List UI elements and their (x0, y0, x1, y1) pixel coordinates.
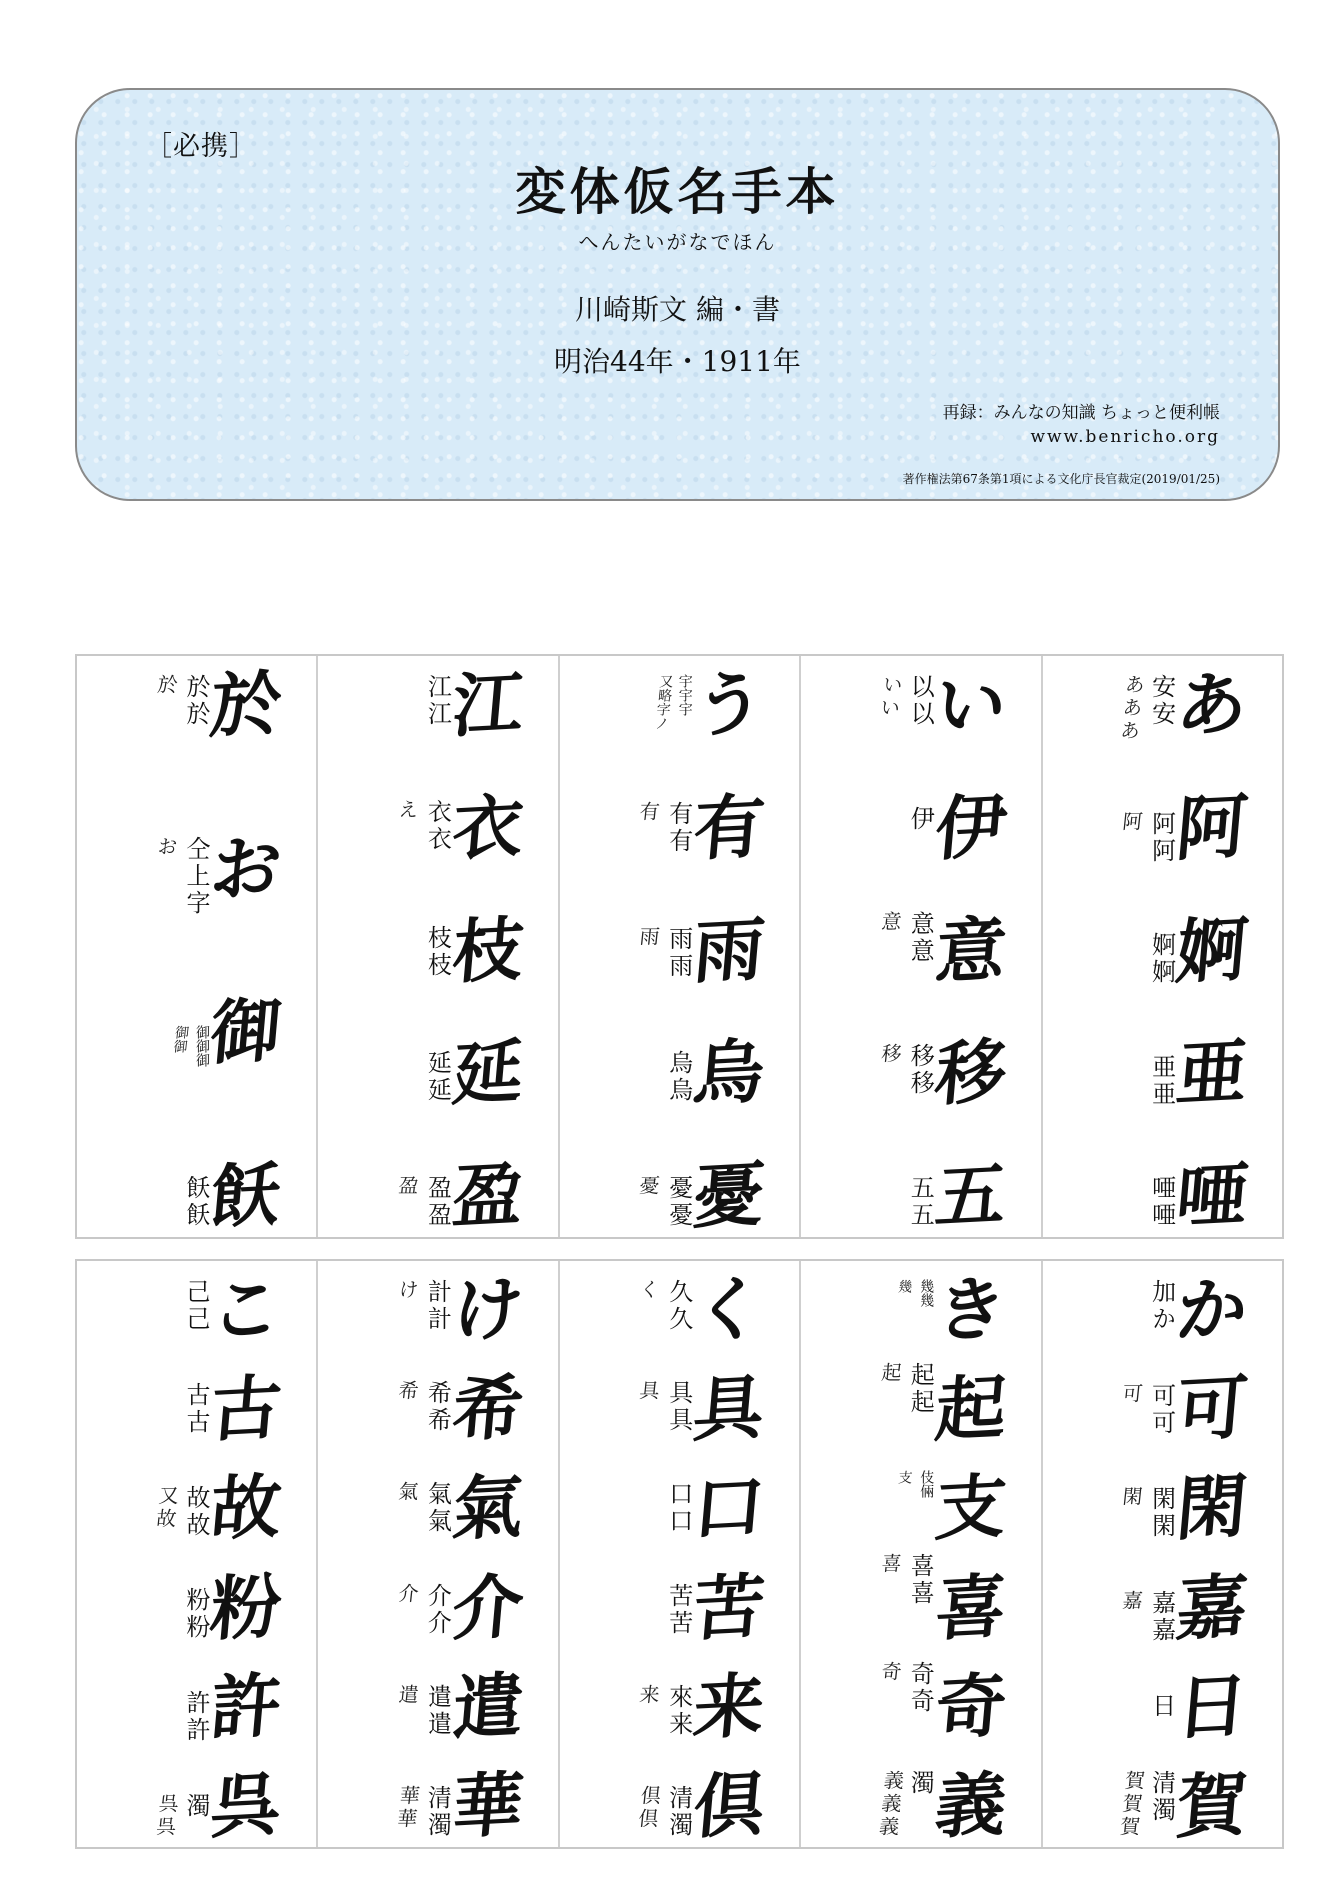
cursive-variant: 又略字ノ (652, 674, 675, 730)
cursive-variant: 嘉 (1117, 1589, 1145, 1613)
large-script-glyph: く (690, 1266, 769, 1353)
source-character-column (1065, 674, 1175, 1229)
cursive-variant: 義義義 (874, 1769, 906, 1839)
large-script-glyph: 呉 (207, 1762, 286, 1849)
title-reading: へんたいがなでほん (578, 230, 777, 254)
source-group (875, 674, 935, 728)
site-url: www.benricho.org (1030, 427, 1220, 447)
cursive-variant: 憂 (635, 1175, 662, 1198)
source-kanji: 口口 (664, 1481, 693, 1536)
source-kanji: 喜喜 (906, 1552, 935, 1607)
date-line: 明治44年・1911年 (554, 345, 801, 378)
source-group (393, 1582, 452, 1637)
source-kanji: 清濁 (423, 1784, 452, 1839)
cursive-variant: 華華 (392, 1784, 422, 1831)
source-group (637, 1175, 691, 1229)
source-kanji: 以以 (906, 674, 935, 728)
source-group (183, 1175, 209, 1229)
source-kanji: 氣氣 (423, 1481, 452, 1536)
source-kanji: 久久 (664, 1279, 693, 1333)
source-kanji: 苦苦 (664, 1582, 693, 1637)
large-script-glyph: 古 (207, 1365, 286, 1452)
source-character-column (1065, 1279, 1175, 1839)
kana-column-0 (1041, 1261, 1282, 1847)
source-kanji: 伎倆 (918, 1470, 935, 1499)
cursive-variant: 氣 (393, 1481, 421, 1505)
kana-column-4 (77, 656, 316, 1237)
source-group (876, 1552, 935, 1607)
source-kanji: 計計 (423, 1279, 452, 1333)
source-kanji: 有有 (664, 800, 693, 855)
cursive-variant: 来 (635, 1683, 662, 1707)
source-kanji: 濁 (181, 1792, 210, 1820)
source-kanji: 延延 (423, 1049, 452, 1104)
source-group (393, 799, 452, 854)
large-script-glyph: 有 (690, 783, 769, 871)
source-kanji: 枝枝 (423, 924, 452, 979)
credit-line: 再録：みんなの知識 ちょっと便利帳 (942, 403, 1220, 423)
source-group (876, 911, 935, 965)
large-script-glyph: 氣 (448, 1464, 527, 1552)
large-script-glyph: 盈 (448, 1152, 527, 1239)
source-group (424, 1050, 450, 1104)
cursive-variant: 支 (896, 1470, 914, 1485)
large-script-glyph: 延 (448, 1029, 527, 1117)
cursive-variant: 喜 (876, 1552, 904, 1576)
source-kanji: 可可 (1147, 1382, 1176, 1437)
source-kanji: 故故 (181, 1484, 210, 1539)
source-kanji: 於於 (181, 674, 210, 728)
source-kanji: 烏烏 (664, 1050, 693, 1105)
large-script-glyph: 飫 (207, 1152, 286, 1239)
large-script-glyph: 亜 (1173, 1029, 1251, 1117)
cursive-variant: 阿 (1117, 810, 1145, 834)
source-kanji: 伊 (906, 806, 935, 833)
tag-label: ［必携］ (145, 131, 257, 162)
cursive-variant: 幾 (896, 1279, 914, 1293)
cursive-variant: 遣 (393, 1683, 421, 1707)
large-script-glyph: 婀 (1173, 906, 1251, 994)
kana-column-3 (316, 1261, 557, 1847)
source-kanji: 希希 (423, 1380, 452, 1435)
large-script-glyph: 可 (1173, 1365, 1251, 1452)
cursive-variant: 呉呉 (151, 1792, 180, 1839)
source-kanji: 奇奇 (906, 1661, 935, 1716)
source-group (1117, 1589, 1176, 1644)
source-kanji: 唖唖 (1147, 1175, 1176, 1229)
large-script-glyph: 支 (931, 1464, 1010, 1552)
large-script-glyph: 唖 (1173, 1152, 1251, 1239)
large-script-glyph: 伊 (931, 783, 1010, 871)
source-group (876, 1043, 935, 1097)
source-group (896, 1470, 933, 1498)
source-kanji: 嘉嘉 (1147, 1589, 1176, 1644)
cursive-variant: 賀賀賀 (1115, 1769, 1147, 1839)
source-group (896, 1279, 933, 1307)
large-script-glyph: 烏 (690, 1029, 769, 1117)
cursive-variant: 倶倶 (633, 1784, 663, 1831)
source-character-column (99, 674, 209, 1229)
source-character-column (582, 1279, 692, 1839)
cursive-variant: 奇 (876, 1661, 904, 1685)
large-script-glyph: 倶 (690, 1762, 769, 1849)
source-kanji: 移移 (906, 1043, 935, 1097)
source-group (1117, 1486, 1176, 1541)
cursive-variant: え (393, 799, 421, 823)
source-group (152, 674, 210, 728)
source-group (1117, 810, 1176, 865)
source-kanji: 亜亜 (1147, 1053, 1176, 1108)
source-group (874, 1769, 935, 1839)
source-kanji: 來来 (664, 1683, 693, 1738)
source-kanji: 宇宇宇 (676, 674, 693, 716)
large-script-glyph: 御 (207, 988, 286, 1076)
large-script-glyph: 雨 (690, 906, 769, 994)
source-character-column (582, 674, 692, 1229)
cursive-variant: 意 (876, 911, 904, 934)
large-script-glyph: き (931, 1266, 1010, 1353)
source-character-column (340, 674, 450, 1229)
kana-column-4 (77, 1261, 316, 1847)
large-script-glyph: 粉 (207, 1563, 286, 1651)
cursive-variant: 閑 (1117, 1486, 1145, 1510)
large-script-glyph: う (690, 661, 769, 748)
large-script-glyph: 阿 (1173, 783, 1251, 871)
source-kanji: 遣遣 (423, 1683, 452, 1738)
source-group (183, 1587, 209, 1641)
source-group (876, 1661, 935, 1716)
source-group (907, 1175, 933, 1229)
source-group (1115, 1769, 1176, 1839)
source-group (907, 806, 933, 833)
kana-column-3 (316, 656, 557, 1237)
kana-column-1 (799, 656, 1040, 1237)
cursive-variant: 介 (393, 1582, 421, 1606)
source-group (1115, 674, 1176, 743)
source-group (876, 1361, 935, 1416)
source-group (1148, 1693, 1174, 1720)
page-title: 変体仮名手本 (515, 162, 840, 221)
cursive-variant: く (635, 1279, 662, 1302)
cursive-variant: 具 (635, 1380, 662, 1404)
source-kanji: 日 (1147, 1693, 1176, 1721)
source-kanji: 阿阿 (1147, 810, 1176, 865)
source-kanji: 御御御 (193, 1025, 210, 1067)
source-group (424, 925, 450, 979)
large-script-glyph: 憂 (690, 1152, 769, 1239)
source-group (151, 1484, 210, 1539)
large-script-glyph: け (448, 1266, 527, 1353)
cursive-variant: お (152, 836, 179, 859)
kana-column-2 (558, 656, 799, 1237)
source-group (637, 801, 691, 855)
large-script-glyph: こ (207, 1266, 286, 1353)
source-group (393, 1481, 452, 1536)
source-character-column (99, 1279, 209, 1839)
large-script-glyph: 五 (931, 1152, 1010, 1239)
source-kanji: 意意 (906, 911, 935, 965)
source-group (637, 1279, 691, 1333)
large-script-glyph: 江 (448, 661, 527, 748)
source-group (183, 1382, 209, 1436)
copyright-notice: 著作権法第67条第1項による文化庁長官裁定(2019/01/25) (902, 472, 1220, 486)
source-group (393, 1380, 452, 1435)
source-kanji: 粉粉 (181, 1587, 210, 1642)
cursive-variant: 希 (393, 1380, 421, 1404)
large-script-glyph: 移 (931, 1029, 1010, 1117)
source-group (1148, 1175, 1174, 1229)
large-script-glyph: 枝 (448, 906, 527, 994)
cursive-variant: 盈 (393, 1175, 421, 1198)
source-kanji: 盈盈 (423, 1175, 452, 1229)
source-group (393, 1683, 452, 1738)
large-script-glyph: 喜 (931, 1563, 1010, 1651)
source-group (652, 674, 693, 730)
source-kanji: 具具 (664, 1380, 693, 1435)
cursive-variant: け (393, 1279, 421, 1302)
source-character-column (823, 1279, 933, 1839)
source-kanji: 安安 (1147, 674, 1176, 728)
source-kanji: 仝上字 (181, 836, 210, 917)
source-group (393, 1175, 452, 1229)
source-character-column (823, 674, 933, 1229)
kana-panel-a-row (75, 654, 1284, 1239)
source-kanji: 衣衣 (423, 799, 452, 854)
cursive-variant: 御御 (171, 1025, 191, 1053)
large-script-glyph: 具 (690, 1365, 769, 1452)
source-character-column (340, 1279, 450, 1839)
source-group (392, 1784, 452, 1839)
source-group (665, 1481, 691, 1535)
source-kanji: 清濁 (664, 1784, 693, 1839)
source-kanji: 雨雨 (664, 925, 693, 980)
large-script-glyph: 遣 (448, 1662, 527, 1750)
source-group (1117, 1382, 1176, 1437)
cursive-variant: 有 (635, 800, 662, 824)
large-script-glyph: 衣 (448, 783, 527, 871)
source-group (637, 926, 691, 980)
source-kanji: 清濁 (1147, 1769, 1176, 1824)
source-group (1148, 932, 1174, 986)
source-group (637, 1684, 691, 1738)
source-kanji: 五五 (906, 1175, 935, 1229)
large-script-glyph: 起 (931, 1365, 1010, 1452)
source-group (637, 1380, 691, 1434)
author-line: 川崎斯文 編・書 (575, 293, 780, 326)
source-kanji: 己己 (181, 1279, 210, 1333)
large-script-glyph: か (1173, 1266, 1251, 1353)
large-script-glyph: あ (1173, 661, 1251, 748)
source-group (665, 1583, 691, 1637)
source-group (152, 836, 210, 917)
source-kanji: 濁 (906, 1769, 935, 1797)
source-kanji: 起起 (906, 1361, 935, 1416)
source-kanji: 江江 (423, 674, 452, 728)
source-group (424, 674, 450, 728)
source-group (172, 1025, 209, 1067)
cursive-variant: いい (875, 674, 905, 720)
large-script-glyph: 希 (448, 1365, 527, 1452)
source-group (183, 1279, 209, 1333)
cursive-variant: 可 (1117, 1382, 1145, 1406)
cursive-variant: 於 (152, 674, 179, 697)
kana-column-0 (1041, 656, 1282, 1237)
source-kanji: 閑閑 (1147, 1486, 1176, 1541)
large-script-glyph: 華 (448, 1762, 527, 1849)
source-kanji: 加か (1147, 1279, 1176, 1333)
large-script-glyph: 意 (931, 906, 1010, 994)
source-group (665, 1050, 691, 1104)
source-group (183, 1690, 209, 1744)
large-script-glyph: 閑 (1173, 1464, 1251, 1552)
large-script-glyph: 介 (448, 1563, 527, 1651)
cursive-variant: 雨 (635, 925, 662, 949)
source-kanji: 幾幾 (918, 1279, 935, 1307)
kana-panel-ka-row (75, 1259, 1284, 1849)
large-script-glyph: い (931, 661, 1010, 748)
large-script-glyph: 嘉 (1173, 1563, 1251, 1651)
source-kanji: 古古 (181, 1381, 210, 1436)
source-group (633, 1784, 693, 1839)
cursive-variant: 起 (876, 1361, 904, 1385)
source-group (393, 1279, 452, 1333)
large-script-glyph: 故 (207, 1464, 286, 1552)
kana-column-2 (558, 1261, 799, 1847)
source-kanji: 介介 (423, 1582, 452, 1637)
large-script-glyph: 口 (690, 1464, 769, 1552)
title-card (75, 88, 1280, 501)
large-script-glyph: 於 (207, 661, 286, 748)
large-script-glyph: 日 (1173, 1662, 1251, 1750)
large-script-glyph: 許 (207, 1662, 286, 1750)
source-group (151, 1792, 210, 1839)
large-script-glyph: 奇 (931, 1662, 1010, 1750)
cursive-variant: 又故 (151, 1484, 180, 1531)
kana-column-1 (799, 1261, 1040, 1847)
source-kanji: 飫飫 (181, 1175, 210, 1229)
large-script-glyph: 義 (931, 1762, 1010, 1849)
source-kanji: 婀婀 (1147, 932, 1176, 986)
cursive-variant: 移 (876, 1043, 904, 1066)
large-script-glyph: 苦 (690, 1563, 769, 1651)
source-kanji: 憂憂 (664, 1175, 693, 1229)
source-group (1148, 1054, 1174, 1108)
source-group (1148, 1279, 1174, 1333)
large-script-glyph: お (207, 824, 286, 912)
large-script-glyph: 来 (690, 1662, 769, 1750)
source-kanji: 許許 (181, 1690, 210, 1745)
cursive-variant: あああ (1115, 674, 1147, 743)
large-script-glyph: 賀 (1173, 1762, 1251, 1849)
